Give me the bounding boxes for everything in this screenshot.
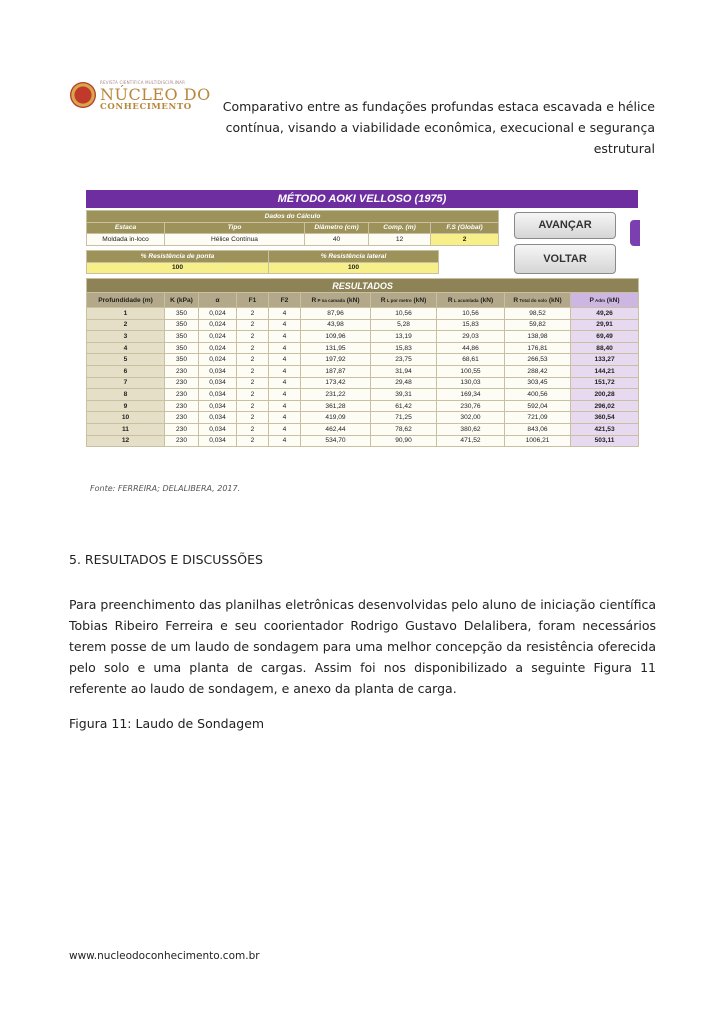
- table-cell: 109,96: [301, 331, 371, 343]
- header-line: estrutural: [593, 141, 655, 156]
- figure-source: Fonte: FERREIRA; DELALIBERA, 2017.: [90, 484, 241, 493]
- table-cell: 69,49: [571, 331, 639, 343]
- table-cell: 0,024: [199, 319, 237, 331]
- table-cell: 2: [237, 377, 269, 389]
- table-cell: 7: [87, 377, 165, 389]
- table-cell: 1006,21: [505, 435, 571, 447]
- percent-table: [86, 250, 439, 274]
- table-cell: 98,52: [505, 308, 571, 320]
- results-column-header: α: [199, 293, 237, 308]
- table-cell: 350: [165, 308, 199, 320]
- calc-label: Estaca: [87, 222, 165, 234]
- table-cell: 230: [165, 389, 199, 401]
- results-column-header: K (kPa): [165, 293, 199, 308]
- table-cell: 4: [269, 331, 301, 343]
- table-cell: 2: [237, 331, 269, 343]
- table-cell: 4: [269, 435, 301, 447]
- table-cell: 138,98: [505, 331, 571, 343]
- results-column-header: Profundidade (m): [87, 293, 165, 308]
- footer-url: www.nucleodoconhecimento.com.br: [69, 950, 260, 962]
- calc-value: Hélice Contínua: [165, 234, 305, 246]
- table-cell: 1: [87, 308, 165, 320]
- calc-label: Comp. (m): [369, 222, 431, 234]
- table-cell: 302,00: [437, 412, 505, 424]
- table-cell: 43,98: [301, 319, 371, 331]
- spreadsheet-title: MÉTODO AOKI VELLOSO (1975): [277, 193, 447, 205]
- percent-label: % Resistência de ponta: [87, 251, 269, 263]
- percent-value: 100: [87, 262, 269, 274]
- table-cell: 2: [237, 400, 269, 412]
- table-cell: 4: [269, 365, 301, 377]
- table-cell: 350: [165, 354, 199, 366]
- table-cell: 0,034: [199, 365, 237, 377]
- table-cell: 71,25: [371, 412, 437, 424]
- table-row: [87, 319, 639, 331]
- table-cell: 4: [269, 400, 301, 412]
- header-line: Comparativo entre as fundações profundas estaca escavada e hélice: [222, 99, 655, 114]
- table-cell: 2: [87, 319, 165, 331]
- table-cell: 0,034: [199, 400, 237, 412]
- table-cell: 200,28: [571, 389, 639, 401]
- table-cell: 15,83: [437, 319, 505, 331]
- table-cell: 49,26: [571, 308, 639, 320]
- table-cell: 44,86: [437, 342, 505, 354]
- table-cell: 59,82: [505, 319, 571, 331]
- results-column-header: P Adm (kN): [571, 293, 639, 308]
- calc-value: 12: [369, 234, 431, 246]
- table-cell: 230: [165, 435, 199, 447]
- table-cell: 12: [87, 435, 165, 447]
- table-cell: 39,31: [371, 389, 437, 401]
- calc-value: 40: [305, 234, 369, 246]
- table-cell: 78,62: [371, 423, 437, 435]
- table-cell: 29,03: [437, 331, 505, 343]
- table-cell: 10,56: [437, 308, 505, 320]
- table-cell: 2: [237, 423, 269, 435]
- calc-value: Moldada in-loco: [87, 234, 165, 246]
- table-row: [87, 435, 639, 447]
- next-button[interactable]: AVANÇAR: [514, 212, 616, 239]
- table-row: [87, 400, 639, 412]
- calc-value: 2: [431, 234, 499, 246]
- table-cell: 4: [269, 308, 301, 320]
- table-cell: 0,034: [199, 389, 237, 401]
- table-cell: 592,04: [505, 400, 571, 412]
- table-cell: 230: [165, 400, 199, 412]
- table-cell: 2: [237, 342, 269, 354]
- table-cell: 2: [237, 354, 269, 366]
- table-row: [87, 412, 639, 424]
- table-cell: 10,56: [371, 308, 437, 320]
- table-cell: 8: [87, 389, 165, 401]
- logo-line-1: NÚCLEO DO: [100, 85, 211, 104]
- table-cell: 9: [87, 400, 165, 412]
- table-cell: 350: [165, 319, 199, 331]
- calc-header: Dados do Cálculo: [87, 211, 499, 223]
- calc-label: F.S (Global): [431, 222, 499, 234]
- table-cell: 130,03: [437, 377, 505, 389]
- calc-label: Tipo: [165, 222, 305, 234]
- table-cell: 0,024: [199, 342, 237, 354]
- table-cell: 266,53: [505, 354, 571, 366]
- table-cell: 0,024: [199, 331, 237, 343]
- header-line: contínua, visando a viabilidade econômica, execucional e segurança: [225, 120, 655, 135]
- results-column-header: R L acumlada (kN): [437, 293, 505, 308]
- table-cell: 11: [87, 423, 165, 435]
- table-cell: 360,54: [571, 412, 639, 424]
- results-column-header: F2: [269, 293, 301, 308]
- logo-seal-icon: [70, 82, 96, 108]
- table-cell: 187,87: [301, 365, 371, 377]
- table-cell: 350: [165, 342, 199, 354]
- table-cell: 4: [269, 354, 301, 366]
- table-row: [87, 331, 639, 343]
- table-cell: 2: [237, 412, 269, 424]
- table-cell: 5: [87, 354, 165, 366]
- table-cell: 721,09: [505, 412, 571, 424]
- percent-label: % Resistência lateral: [269, 251, 439, 263]
- table-cell: 303,45: [505, 377, 571, 389]
- table-cell: 29,48: [371, 377, 437, 389]
- journal-logo: [70, 80, 211, 112]
- table-cell: 230: [165, 423, 199, 435]
- table-cell: 503,11: [571, 435, 639, 447]
- table-cell: 4: [269, 412, 301, 424]
- table-cell: 144,21: [571, 365, 639, 377]
- table-cell: 197,92: [301, 354, 371, 366]
- table-cell: 2: [237, 435, 269, 447]
- table-cell: 87,96: [301, 308, 371, 320]
- back-button[interactable]: VOLTAR: [514, 244, 616, 274]
- results-column-header: R L por metro (kN): [371, 293, 437, 308]
- table-cell: 2: [237, 308, 269, 320]
- table-cell: 288,42: [505, 365, 571, 377]
- table-cell: 6: [87, 365, 165, 377]
- table-cell: 400,56: [505, 389, 571, 401]
- table-cell: 29,91: [571, 319, 639, 331]
- calc-data-table: [86, 210, 499, 246]
- table-cell: 4: [269, 423, 301, 435]
- figure-caption: Figura 11: Laudo de Sondagem: [69, 716, 265, 731]
- table-cell: 15,83: [371, 342, 437, 354]
- calc-label: Diâmetro (cm): [305, 222, 369, 234]
- table-cell: 4: [269, 389, 301, 401]
- table-cell: 419,09: [301, 412, 371, 424]
- table-cell: 471,52: [437, 435, 505, 447]
- table-cell: 131,95: [301, 342, 371, 354]
- table-cell: 2: [237, 389, 269, 401]
- logo-line-2: CONHECIMENTO: [100, 102, 192, 112]
- table-cell: 230: [165, 365, 199, 377]
- table-cell: 4: [269, 377, 301, 389]
- table-cell: 13,19: [371, 331, 437, 343]
- table-cell: 151,72: [571, 377, 639, 389]
- table-cell: 4: [269, 342, 301, 354]
- results-column-header: F1: [237, 293, 269, 308]
- spreadsheet-figure: [86, 190, 638, 478]
- table-row: [87, 365, 639, 377]
- table-cell: 0,024: [199, 308, 237, 320]
- table-cell: 68,61: [437, 354, 505, 366]
- results-column-header: R Total do solo (kN): [505, 293, 571, 308]
- table-cell: 31,94: [371, 365, 437, 377]
- table-cell: 4: [269, 319, 301, 331]
- results-table: [86, 278, 639, 447]
- table-cell: 350: [165, 331, 199, 343]
- table-cell: 296,02: [571, 400, 639, 412]
- table-cell: 0,034: [199, 412, 237, 424]
- table-cell: 0,034: [199, 435, 237, 447]
- table-cell: 100,55: [437, 365, 505, 377]
- table-cell: 3: [87, 331, 165, 343]
- table-cell: 462,44: [301, 423, 371, 435]
- table-cell: 173,42: [301, 377, 371, 389]
- table-row: [87, 423, 639, 435]
- table-cell: 380,62: [437, 423, 505, 435]
- running-header: [195, 96, 655, 159]
- table-cell: 10: [87, 412, 165, 424]
- table-cell: 421,53: [571, 423, 639, 435]
- table-cell: 843,06: [505, 423, 571, 435]
- percent-value: 100: [269, 262, 439, 274]
- table-row: [87, 389, 639, 401]
- table-cell: 231,22: [301, 389, 371, 401]
- table-cell: 133,27: [571, 354, 639, 366]
- table-cell: 2: [237, 365, 269, 377]
- section-title: 5. RESULTADOS E DISCUSSÕES: [69, 552, 263, 567]
- table-row: [87, 377, 639, 389]
- results-column-header: R P na camada (kN): [301, 293, 371, 308]
- table-cell: 90,90: [371, 435, 437, 447]
- table-cell: 0,034: [199, 377, 237, 389]
- table-cell: 88,40: [571, 342, 639, 354]
- table-row: [87, 308, 639, 320]
- table-cell: 230: [165, 377, 199, 389]
- table-cell: 4: [87, 342, 165, 354]
- table-row: [87, 354, 639, 366]
- body-paragraph: Para preenchimento das planilhas eletrônicas desenvolvidas pelo aluno de iniciação científica Tobias Ribeiro Ferreira e seu coorientador Rodrigo Gustavo Delalibera, foram necessários terem posse de um laudo de sondagem para uma melhor concepção da resistência oferecida pelo solo e uma planta de cargas. Assim foi nos disponibilizado a seguinte Figura 11 referente ao laudo de sondagem, e anexo da planta de carga.: [69, 597, 656, 696]
- table-cell: 0,024: [199, 354, 237, 366]
- table-cell: 361,28: [301, 400, 371, 412]
- table-cell: 0,034: [199, 423, 237, 435]
- table-cell: 230,76: [437, 400, 505, 412]
- table-cell: 176,81: [505, 342, 571, 354]
- table-cell: 2: [237, 319, 269, 331]
- table-cell: 230: [165, 412, 199, 424]
- table-cell: 61,42: [371, 400, 437, 412]
- logo-tagline: REVISTA CIENTÍFICA MULTIDISCIPLINAR: [100, 80, 186, 85]
- table-cell: 5,28: [371, 319, 437, 331]
- table-cell: 169,34: [437, 389, 505, 401]
- results-header: RESULTADOS: [87, 279, 639, 293]
- table-row: [87, 342, 639, 354]
- side-tab: [630, 220, 640, 246]
- table-cell: 534,70: [301, 435, 371, 447]
- table-cell: 23,75: [371, 354, 437, 366]
